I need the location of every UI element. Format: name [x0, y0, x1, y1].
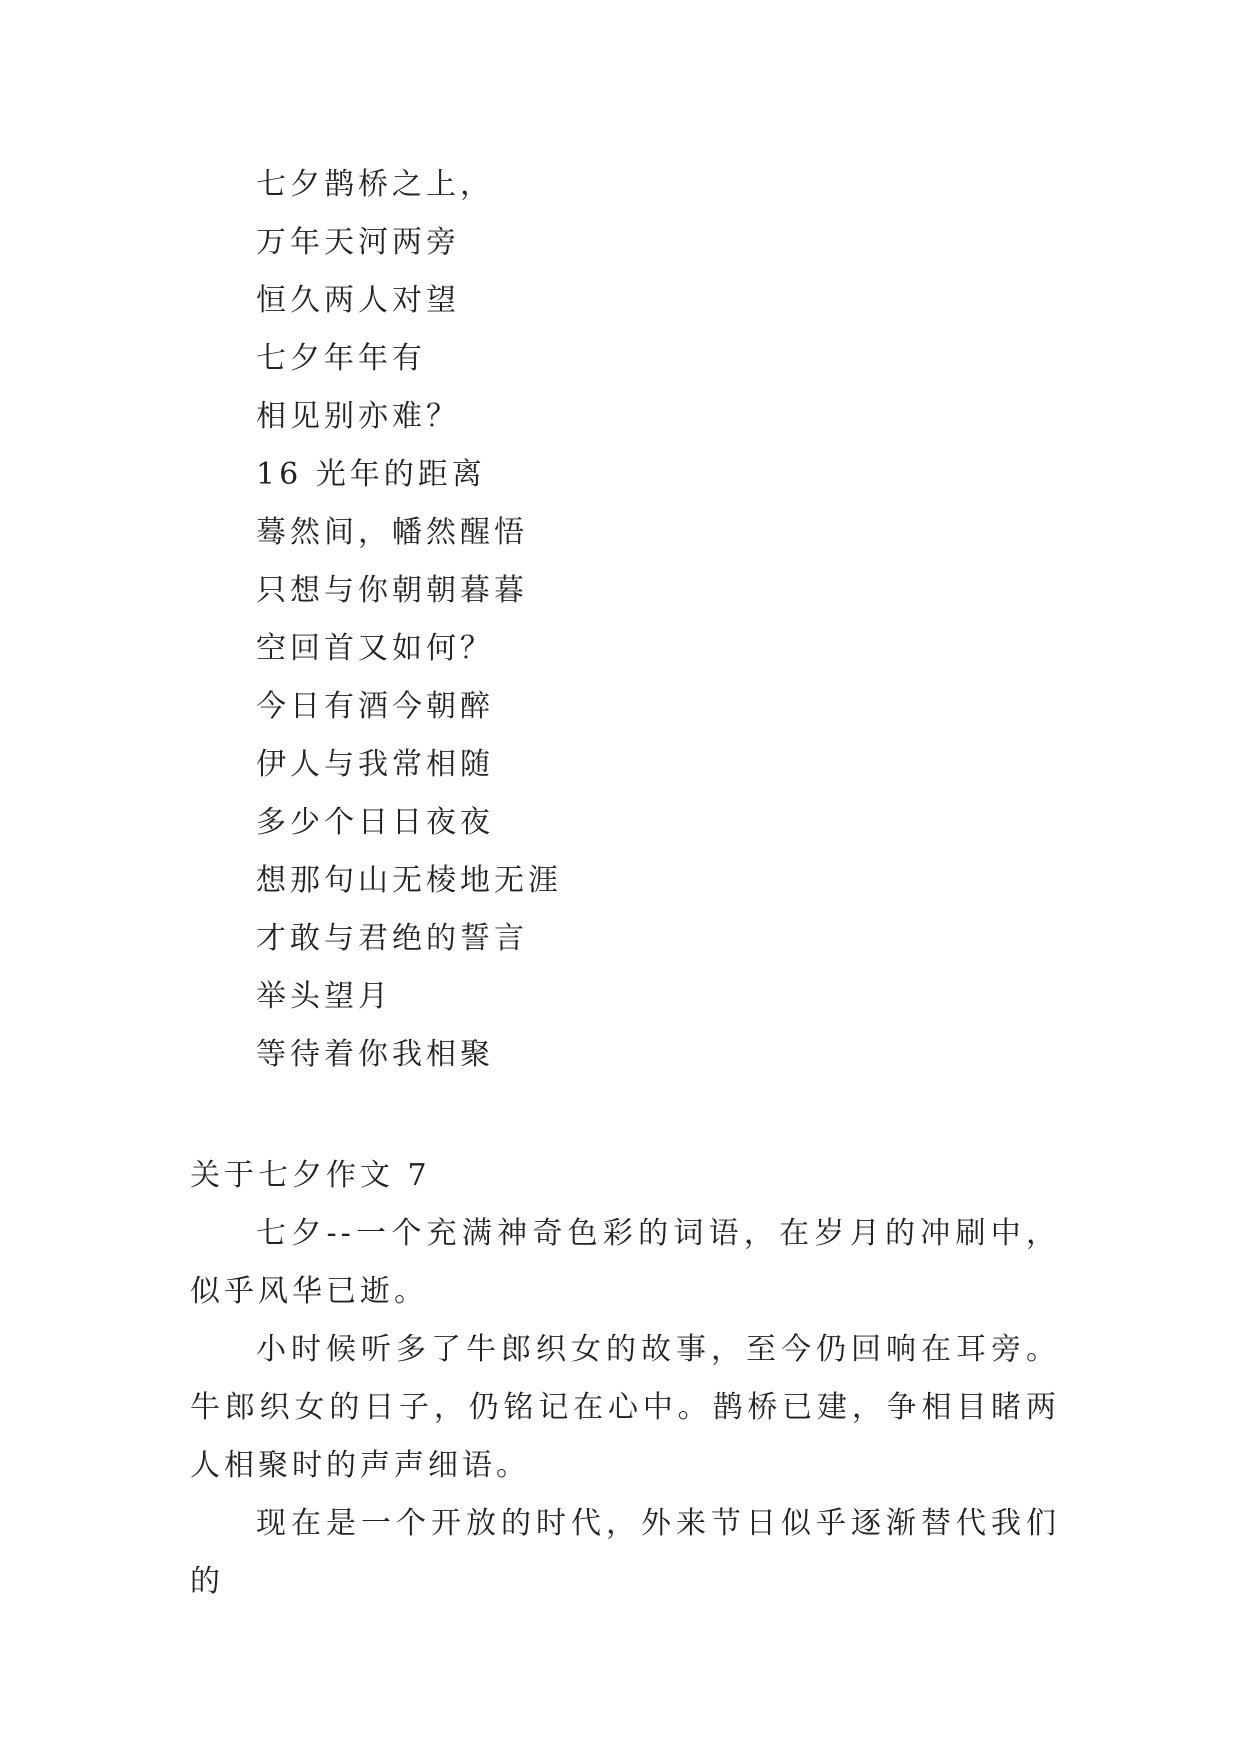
essay-paragraph: 现在是一个开放的时代，外来节日似乎逐渐替代我们的	[190, 1506, 1060, 1599]
section-title: 关于七夕作文 7	[190, 1158, 431, 1193]
essay-body	[190, 1205, 1060, 1611]
poem	[256, 156, 562, 1084]
essay-paragraph: 七夕--一个充满神奇色彩的词语，在岁月的冲刷中，似乎风华已逝。	[190, 1216, 1060, 1309]
poem-line: 只想与你朝朝暮暮	[256, 573, 528, 608]
poem-line: 空回首又如何？	[256, 631, 494, 666]
poem-line: 七夕年年有	[256, 341, 426, 376]
poem-line: 想那句山无棱地无涯	[256, 863, 562, 898]
poem-line: 恒久两人对望	[256, 283, 460, 318]
poem-line: 万年天河两旁	[256, 225, 460, 260]
poem-line: 相见别亦难？	[256, 399, 460, 434]
poem-line: 多少个日日夜夜	[256, 805, 494, 840]
poem-line: 七夕鹊桥之上，	[256, 167, 494, 202]
poem-line: 伊人与我常相随	[256, 747, 494, 782]
poem-line: 等待着你我相聚	[256, 1037, 494, 1072]
poem-line: 今日有酒今朝醉	[256, 689, 494, 724]
poem-line: 举头望月	[256, 979, 392, 1014]
poem-line: 才敢与君绝的誓言	[256, 921, 528, 956]
essay-paragraph: 小时候听多了牛郎织女的故事，至今仍回响在耳旁。牛郎织女的日子，仍铭记在心中。鹊桥已建，争相目睹两人相聚时的声声细语。	[190, 1332, 1060, 1483]
poem-line: 蓦然间，幡然醒悟	[256, 515, 528, 550]
poem-line: 16 光年的距离	[256, 457, 486, 492]
